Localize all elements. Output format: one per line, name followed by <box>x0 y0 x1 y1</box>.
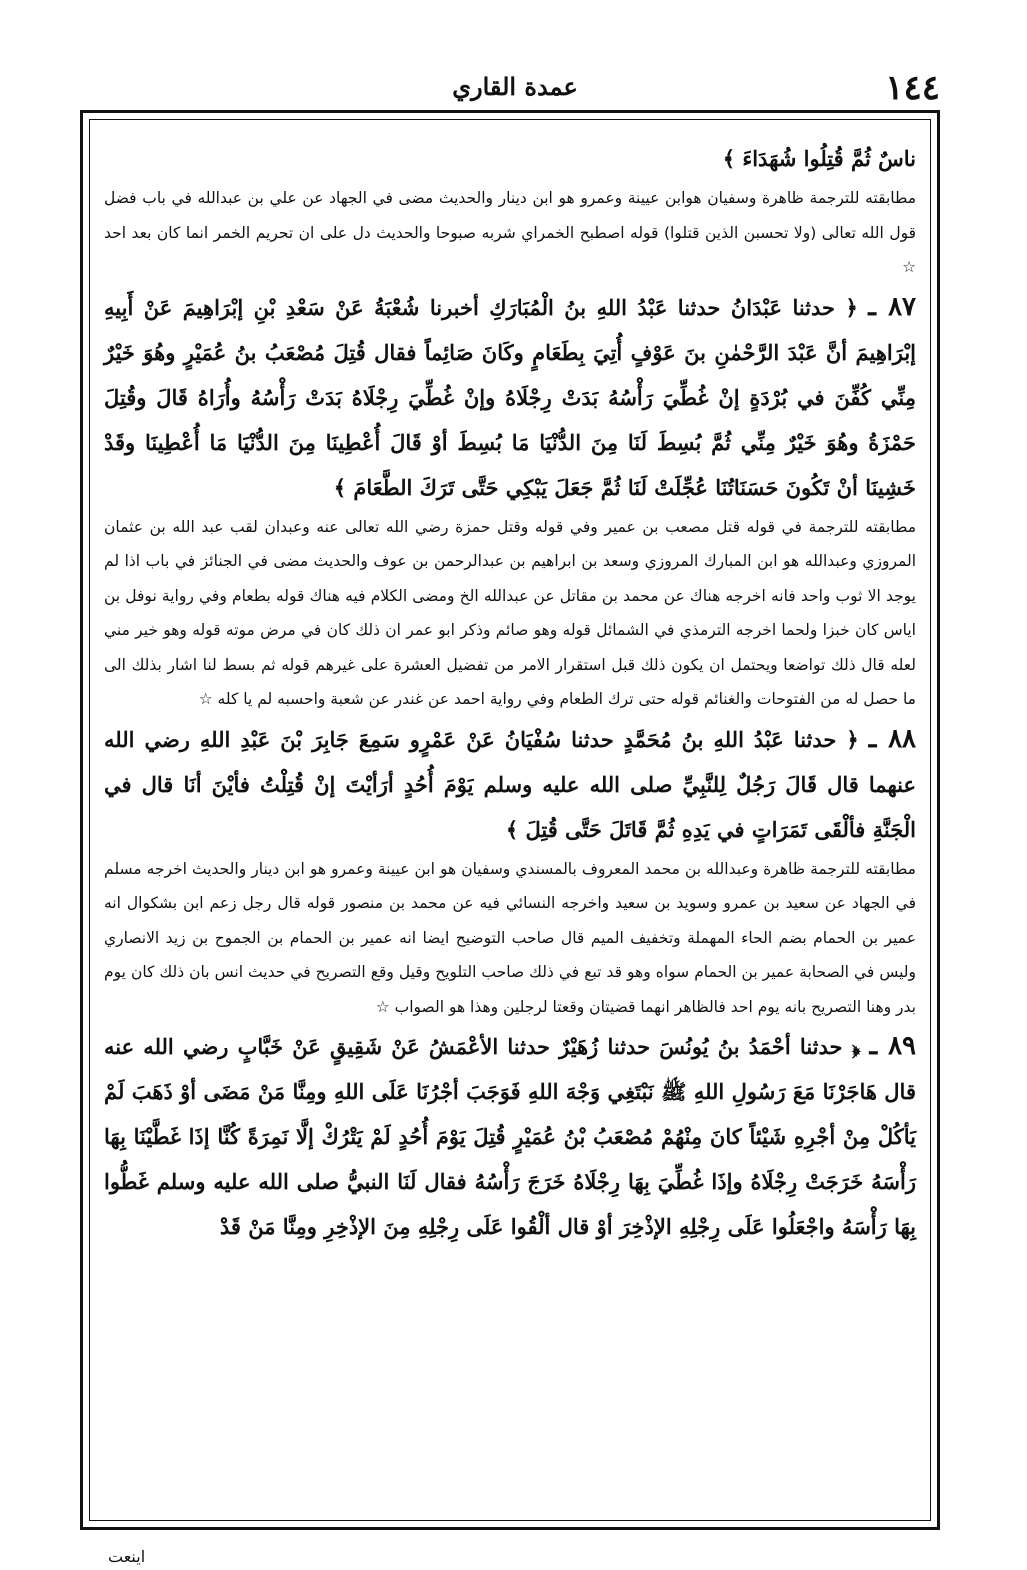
page-header <box>90 68 940 110</box>
text-frame-outer <box>80 110 940 1530</box>
hadith-number: ٨٨ ـ <box>868 723 916 754</box>
catchword: اينعت <box>108 1547 146 1566</box>
hadith-89 <box>104 1024 916 1249</box>
hadith-text: ﴿ حدثنا أحْمَدُ بنُ يُونُسَ حدثنا زُهَيْرٌ حدثنا الأعْمَشُ عَنْ شَقِيقٍ عَنْ خَبَّابٍ رضي الله عنه قال هَاجَرْنَا مَعَ رَسُولِ اللهِ ﷺ نَبْتَغِي وَجْهَ اللهِ فَوَجَبَ أجْرُنَا عَلَى اللهِ ومِنَّا مَنْ مَضَى أوْ ذَهَبَ لَمْ يَأكُلْ مِنْ أجْرِهِ شَيْئاً كانَ مِنْهُمْ مُصْعَبُ بْنُ عُمَيْرٍ قُتِلَ يَوْمَ أُحُدٍ لَمْ يَتْرُكْ إلَّا نَمِرَةً كُنَّا إذَا غَطَّيْنَا بِهَا رَأْسَهُ خَرَجَتْ رِجْلَاهُ وإذَا غُطِّيَ بِهَا رِجْلَاهُ خَرَجَ رَأْسُهُ فقال لَنَا النبيُّ صلى الله عليه وسلم غَطُّوا بِهَا رَأْسَهُ واجْعَلُوا عَلَى رِجْلِهِ الإذْخِرَ أوْ قال ألْقُوا عَلَى رِجْلِهِ مِنَ الإذْخِرِ ومِنَّا مَنْ قَدْ <box>104 1034 916 1239</box>
commentary-text: مطابقته للترجمة في قوله قتل مصعب بن عمير وفي قوله وقتل حمزة رضي الله تعالى عنه وعبدان لقب عبد الله بن عثمان المروزي وعبدالله هو ابن المبارك المروزي وسعد بن ابراهيم بن عبدالرحمن بن عوف والحديث مضى في الجنائز في باب اذا لم يوجد الا ثوب واحد فانه اخرجه هناك عن محمد بن مقاتل عن عبدالله الخ ومضى الكلام فيه هناك قوله بطعام وفي رواية نوفل بن اياس كان خبزا ولحما اخرجه الترمذي في الشمائل قوله وهو صائم وذكر ابو عمر ان ذلك كان في مرض موته قوله وهو خير مني لعله قال ذلك تواضعا ويحتمل ان يكون ذلك قبل استقرار الامر من تفضيل العشرة على غيرهم قوله ثم بسط لنا اشار بذلك الى ما حصل له من الفتوحات والغنائم قوله حتى ترك الطعام وفي رواية احمد عن غندر عن شعبة واحسبه لم يا كله ☆ <box>104 517 916 708</box>
commentary-86 <box>104 181 916 285</box>
text-frame <box>89 119 931 1521</box>
hadith-text: ناسٌ ثُمَّ قُتِلُوا شُهَدَاءَ ﴾ <box>722 146 916 171</box>
hadith-88 <box>104 717 916 852</box>
hadith-87 <box>104 285 916 510</box>
commentary-87 <box>104 510 916 717</box>
page-number: ١٤٤ <box>885 68 940 108</box>
commentary-88 <box>104 852 916 1025</box>
commentary-text: مطابقته للترجمة ظاهرة وعبدالله بن محمد المعروف بالمسندي وسفيان هو ابن عيينة وعمرو هو ابن دينار والحديث اخرجه مسلم في الجهاد عن سعيد بن عمرو وسويد بن سعيد واخرجه النسائي فيه عن محمد بن منصور قوله قال رجل زعم ابن بشكوال انه عمير بن الحمام بضم الحاء المهملة وتخفيف الميم قال صاحب التوضيح ايضا انه عمير بن الحمام بن الجموح بن زيد الانصاري وليس في الصحابة عمير بن الحمام سواه وهو قد تبع في ذلك صاحب التلويح وقيل وقع التصريح في حديث انس بان ذلك كان يوم بدر وهنا التصريح بانه يوم احد فالظاهر انهما قضيتان وقعتا لرجلين وهذا هو الصواب ☆ <box>104 859 916 1016</box>
hadith-text: ﴿ حدثنا عَبْدَانُ حدثنا عَبْدُ اللهِ بنُ الْمُبَارَكِ أخبرنا شُعْبَةُ عَنْ سَعْدِ بْنِ إبْرَاهِيمَ عَنْ أَبِيهِ إبْرَاهِيمَ أنَّ عَبْدَ الرَّحْمٰنِ بنَ عَوْفٍ أُتِيَ بِطَعَامٍ وكَانَ صَائِماً فقال قُتِلَ مُصْعَبُ بنُ عُمَيْرٍ وهُوَ خَيْرٌ مِنِّي كُفِّنَ في بُرْدَةٍ إنْ غُطِّيَ رَأْسُهُ بَدَتْ رِجْلَاهُ وإنْ غُطِّيَ رِجْلَاهُ بَدَتْ رَأْسُهُ وأُرَاهُ قَالَ وقُتِلَ حَمْزَةُ وهُوَ خَيْرٌ مِنِّي ثُمَّ بُسِطَ لَنَا مِنَ الدُّنْيَا مَا بُسِطَ أوْ قَالَ أُعْطِينَا مِنَ الدُّنْيَا مَا أُعْطِينَا وقَدْ خَشِينَا أنْ تَكُونَ حَسَنَاتُنَا عُجِّلَتْ لَنَا ثُمَّ جَعَلَ يَبْكِي حَتَّى تَرَكَ الطَّعَامَ ﴾ <box>104 294 916 500</box>
hadith-number: ٨٧ ـ <box>868 291 916 322</box>
running-title: عمدة القاري <box>452 72 578 101</box>
hadith-number: ٨٩ ـ <box>869 1031 916 1061</box>
hadith-text: ﴿ حدثنا عَبْدُ اللهِ بنُ مُحَمَّدٍ حدثنا سُفْيَانُ عَنْ عَمْرٍو سَمِعَ جَابِرَ بْنَ عَبْدِ اللهِ رضي الله عنهما قال قَالَ رَجُلٌ لِلنَّبِيِّ صلى الله عليه وسلم يَوْمَ أُحُدٍ أرَأيْتَ إنْ قُتِلْتُ فأيْنَ أنَا قال في الْجَنَّةِ فألْقَى تَمَرَاتٍ في يَدِهِ ثُمَّ قَاتَلَ حَتَّى قُتِلَ ﴾ <box>104 726 916 842</box>
commentary-text: مطابقته للترجمة ظاهرة وسفيان هوابن عيينة وعمرو هو ابن دينار والحديث مضى في الجهاد عن علي بن عبدالله في باب فضل قول الله تعالى (ولا تحسبن الذين قتلوا) قوله اصطبح الخمراي شربه صبوحا والحديث دل على ان تحريم الخمر انما كان بعد احد ☆ <box>104 189 916 276</box>
hadith-86-ending <box>104 136 916 181</box>
